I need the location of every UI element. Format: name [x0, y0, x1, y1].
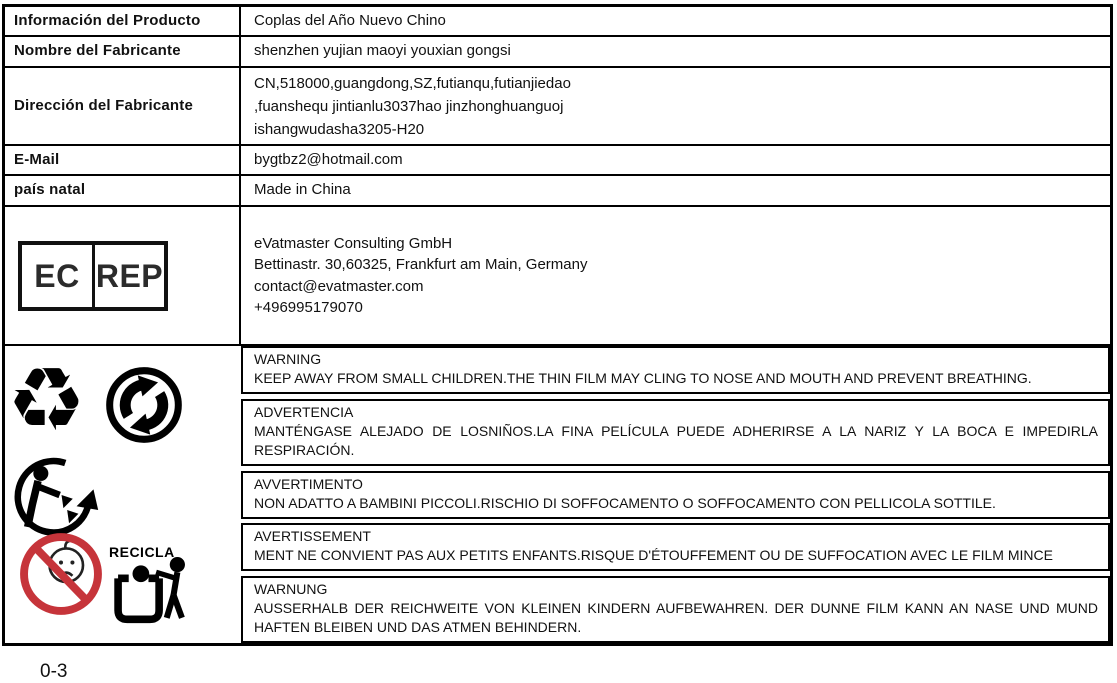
warning-box-german [241, 576, 1110, 643]
country-of-origin-label: país natal [5, 176, 241, 205]
manufacturer-name-label: Nombre del Fabricante [5, 37, 241, 66]
row-manufacturer-address [5, 68, 1110, 146]
eu-rep-email: contact@evatmaster.com [254, 277, 424, 295]
product-info-label: Información del Producto [5, 7, 241, 35]
green-dot-icon [105, 366, 183, 449]
warning-title: WARNING [254, 351, 322, 367]
label-table [2, 4, 1113, 682]
warning-title: AVVERTIMENTO [254, 475, 363, 492]
warning-title: WARNUNG [254, 581, 328, 597]
warning-box-spanish [241, 399, 1110, 466]
ec-rep-cell [5, 207, 241, 344]
product-info-value: Coplas del Año Nuevo Chino [254, 11, 446, 29]
warning-box-french [241, 523, 1110, 571]
eu-rep-phone: +496995179070 [254, 299, 363, 316]
warning-title: AVERTISSEMENT [254, 528, 371, 545]
warning-body: NON ADATTO A BAMBINI PICCOLI.RISCHIO DI SOFFOCAMENTO O SOFFOCAMENTO CON PELLICOLA SOTTILE. [254, 494, 996, 511]
eu-representative-info [241, 207, 1110, 344]
country-of-origin-value: Made in China [254, 181, 351, 199]
recicla-text: RECICLA [109, 544, 175, 560]
row-ec-rep [5, 207, 1110, 346]
row-product-info [5, 7, 1110, 37]
warnings-panel [241, 346, 1110, 643]
recycling-mobius-loop-icon: ♻ [7, 348, 86, 451]
manufacturer-address-label: Dirección del Fabricante [5, 68, 241, 144]
ec-rep-symbol-icon [18, 241, 168, 311]
row-warnings-and-icons [5, 346, 1110, 682]
compliance-icons-cell [5, 346, 241, 682]
recicla-bin-icon [107, 554, 193, 635]
manufacturer-name-value: shenzhen yujian maoyi youxian gongsi [254, 42, 511, 60]
row-country-of-origin [5, 176, 1110, 207]
warning-box-italian [241, 471, 1110, 519]
row-email [5, 146, 1110, 176]
address-line: ishangwudasha3205-H20 [254, 120, 425, 138]
warning-title: ADVERTENCIA [254, 403, 354, 420]
warning-body: MENT NE CONVIENT PAS AUX PETITS ENFANTS.RISQUE D'ÉTOUFFEMENT OU DE SUFFOCATION AVEC LE FILM MINCE [254, 547, 1053, 564]
email-label: E-Mail [5, 146, 241, 174]
ec-rep-right-text: REP [95, 257, 164, 294]
email-value: bygtbz2@hotmail.com [254, 150, 403, 168]
row-manufacturer-name [5, 37, 1110, 68]
warning-box-english [241, 346, 1110, 394]
warning-body: AUSSERHALB DER REICHWEITE VON KLEINEN KINDERN AUFBEWAHREN. DER DUNNE FILM KANN AN NASE UND MUND HAFTEN BLEIBEN UND DAS ATMEN BEHINDERN. [254, 600, 1098, 635]
address-line: CN,518000,guangdong,SZ,futianqu,futianjiedao [254, 74, 571, 92]
age-range-text: 0-3 [40, 661, 68, 682]
ec-rep-left-text: EC [22, 245, 95, 307]
age-warning-0-3-icon [17, 605, 105, 682]
eu-rep-company: eVatmaster Consulting GmbH [254, 234, 453, 252]
warning-body: MANTÉNGASE ALEJADO DE LOSNIÑOS.LA FINA PELÍCULA PUEDE ADHERIRSE A LA NARIZ Y LA BOCA E IMPEDIRLA RESPIRACIÓN. [254, 422, 1098, 458]
manufacturer-address-value [241, 68, 1110, 144]
warning-body: KEEP AWAY FROM SMALL CHILDREN.THE THIN FILM MAY CLING TO NOSE AND MOUTH AND PREVENT BREATHING. [254, 370, 1032, 386]
address-line: ,fuanshequ jintianlu3037hao jinzhonghuanguoj [254, 97, 564, 115]
eu-rep-address: Bettinastr. 30,60325, Frankfurt am Main, Germany [254, 256, 588, 273]
